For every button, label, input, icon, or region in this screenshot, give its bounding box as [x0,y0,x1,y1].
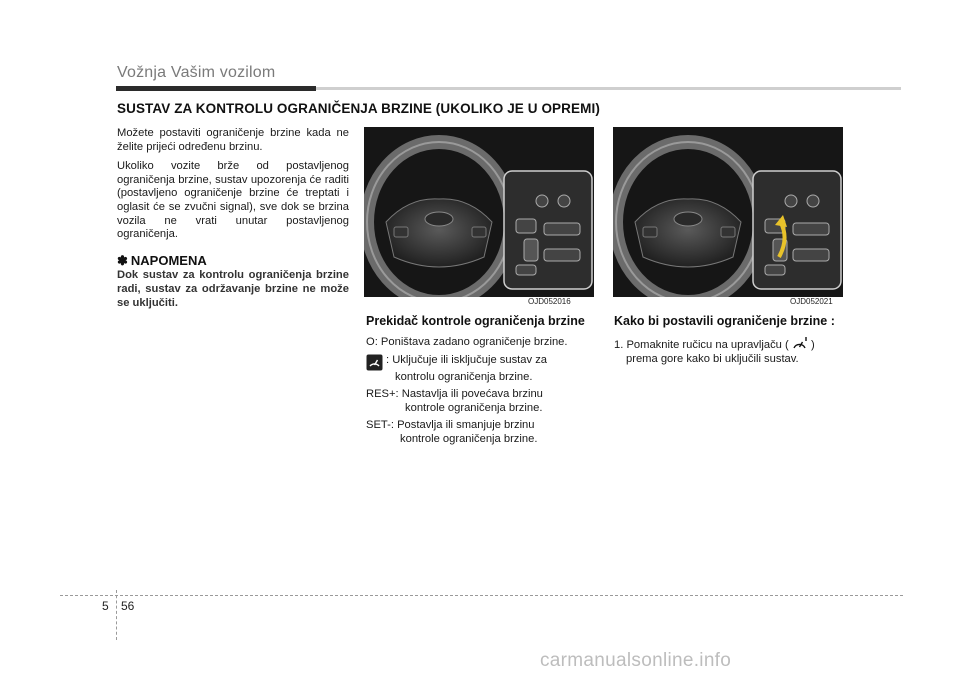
step-1 [614,336,854,353]
warning-paragraph: Ukoliko vozite brže od postavljenog ograničenja brzine, sustav upozorenja će raditi (postavljeno ograničenje brzine će treptati i oglasit će se zvučni signal), sve dok se brzina vozila ne vrati unutar postavljenog ograničenja. [117,160,349,241]
note-symbol-icon: ✽ [117,252,128,268]
right-column [614,314,854,366]
toggle-item-text: : Uključuje ili isključuje sustav za [386,353,548,366]
footer-divider [116,590,117,640]
header-rule-accent [116,86,316,91]
toggle-item [366,354,595,371]
note-heading-label: NAPOMENA [130,252,207,268]
left-column [117,127,349,310]
watermark: carmanualsonline.info [540,650,732,671]
step-1-cont: prema gore kako bi uključili sustav. [626,352,799,365]
steering-wheel-lever-up-image [613,127,843,297]
set-item-cont: kontrole ograničenja brzine. [400,432,538,445]
set-item: SET-: Postavlja ili smanjuje brzinu [366,419,535,432]
toggle-item-cont: kontrolu ograničenja brzine. [395,370,533,383]
steering-wheel-switch-image [364,127,594,297]
res-item-cont: kontrole ograničenja brzine. [405,401,543,414]
step-1-close: ) [810,339,815,351]
note-body: Dok sustav za kontrolu ograničenja brzine radi, sustav za održavanje brzine ne može se uključiti. [117,269,349,309]
cancel-item: O: Poništava zadano ograničenje brzine. [366,336,568,348]
step-1-text: 1. Pomaknite ručicu na upravljaču ( [614,339,789,351]
setup-heading: Kako bi postavili ograničenje brzine : [614,314,835,328]
footer-rule [60,595,903,596]
figure-code: OJD052021 [790,297,833,306]
speed-limit-switch-icon [366,354,383,371]
note-heading [117,254,349,268]
figure-code: OJD052016 [528,297,571,306]
switch-heading: Prekidač kontrole ograničenja brzine [366,314,585,328]
chapter-number: 5 [102,599,109,613]
page-header-title: Vožnja Vašim vozilom [117,64,276,81]
page-number: 56 [121,599,135,613]
intro-paragraph: Možete postaviti ograničenje brzine kada ne želite prijeći određenu brzinu. [117,127,349,153]
middle-column [366,314,595,447]
section-title: SUSTAV ZA KONTROLU OGRANIČENJA BRZINE (UKOLIKO JE U OPREMI) [117,101,600,116]
speed-limit-lever-icon [792,336,808,350]
res-item: RES+: Nastavlja ili povećava brzinu [366,388,543,401]
